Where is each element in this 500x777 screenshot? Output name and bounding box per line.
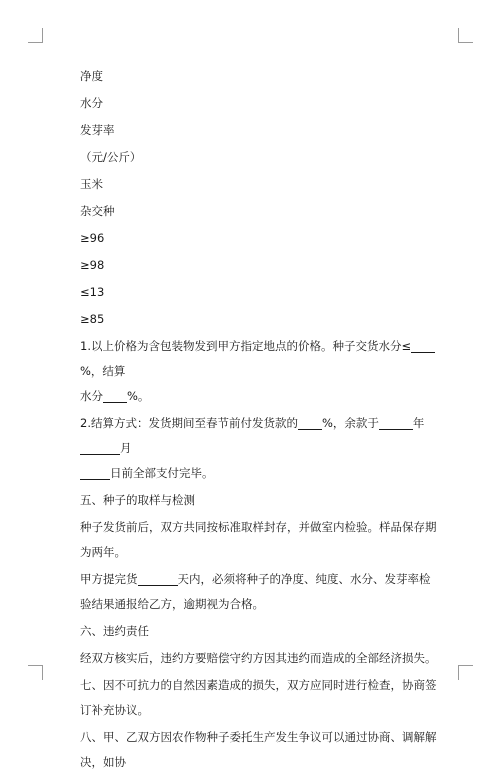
clause-1-text: %，结算 [80,364,126,378]
clause-1-text: %。 [127,389,150,403]
crop-mark-top-right [458,28,473,43]
paragraph [80,567,440,617]
spec-line: 净度 [80,69,103,83]
paragraph-text: 甲方提完货 [80,572,138,586]
paragraph: 种子发货前后，双方共同按标准取样封存，并做室内检验。样品保存期为两年。 [80,520,437,559]
spec-line: ≤13 [80,285,105,299]
clause-2-text: 月 [120,441,132,455]
blank-field [80,465,110,480]
spec-line: （元/公斤） [80,150,142,164]
spec-line: 发芽率 [80,123,115,137]
blank-field [80,440,120,455]
paragraph-text: 天内，必须将种子的净度、纯度、水分、发芽率检验结果通报给乙方，逾期视为合格。 [80,572,431,611]
document-body [80,64,440,777]
clause-2 [80,411,440,486]
spec-line: 杂交种 [80,204,115,218]
spec-line: 水分 [80,96,103,110]
spec-line: ≥98 [80,258,105,272]
spec-line: 玉米 [80,177,103,191]
paragraph: 八、甲、乙双方因农作物种子委托生产发生争议可以通过协商、调解解决，如协 [80,730,437,769]
section-heading: 五、种子的取样与检测 [80,493,195,507]
clause-1-text: 水分 [80,389,103,403]
blank-field [379,415,413,430]
paragraph: 经双方核实后，违约方要赔偿守约方因其违约而造成的全部经济损失。 [80,651,437,665]
blank-field [411,338,435,353]
blank-field [298,415,322,430]
blank-field [138,571,178,586]
blank-field [103,388,127,403]
clause-2-text: %，余款于 [321,416,379,430]
clause-1 [80,334,440,409]
clause-2-text: 年 [412,416,425,430]
crop-mark-bottom-left [28,665,43,680]
crop-mark-top-left [28,28,43,43]
paragraph: 七、因不可抗力的自然因素造成的损失，双方应同时进行检查，协商签订补充协议。 [80,678,437,717]
crop-mark-bottom-right [458,665,473,680]
clause-1-text: 1.以上价格为含包装物发到甲方指定地点的价格。种子交货水分≤ [80,339,412,353]
spec-line: ≥85 [80,312,105,326]
clause-2-text: 2.结算方式：发货期间至春节前付发货款的 [80,416,298,430]
spec-line: ≥96 [80,231,105,245]
clause-2-text: 日前全部支付完毕。 [110,466,214,480]
section-heading: 六、违约责任 [80,624,149,638]
